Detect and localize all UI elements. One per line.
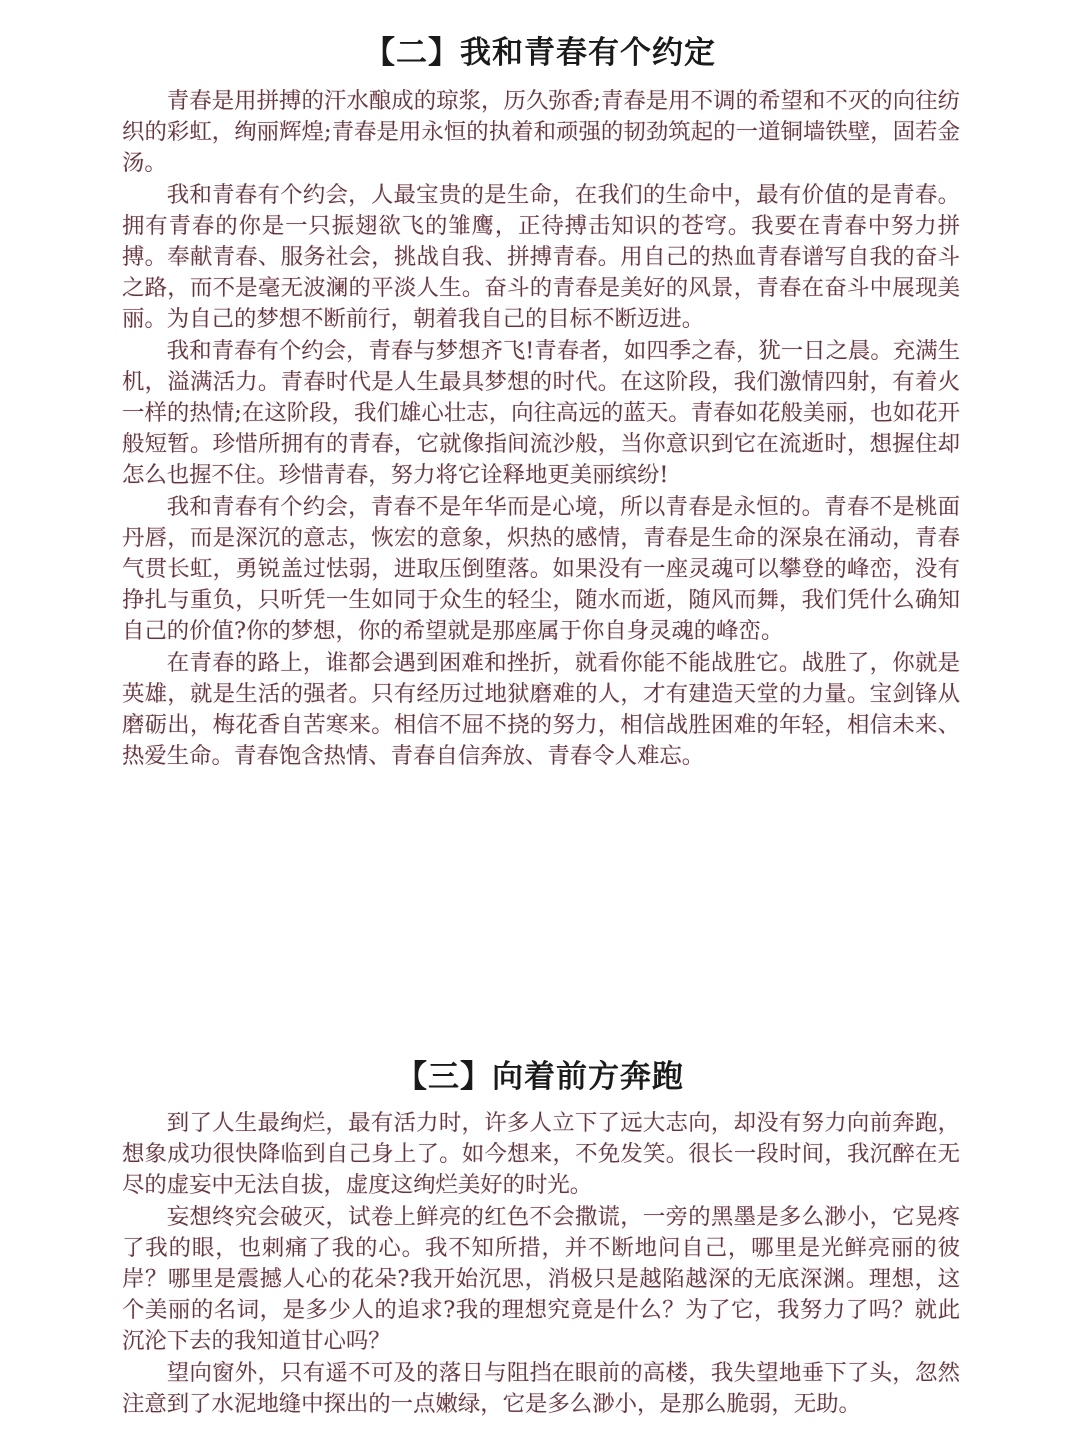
paragraph: 我和青春有个约会，青春不是年华而是心境，所以青春是永恒的。青春不是桃面丹唇，而是深沉的意志，恢宏的意象，炽热的感情，青春是生命的深泉在涌动，青春气贯长虹，勇锐盖过怯弱，进取压倒堕落。如果没有一座灵魂可以攀登的峰峦，没有挣扎与重负，只听凭一生如同于众生的轻尘，随水而逝，随风而舞，我们凭什么确知自己的价值?你的梦想，你的希望就是那座属于你自身灵魂的峰峦。: [122, 493, 960, 645]
paragraph: 青春是用拼搏的汗水酿成的琼浆，历久弥香;青春是用不调的希望和不灭的向往纺织的彩虹，绚丽辉煌;青春是用永恒的执着和顽强的韧劲筑起的一道铜墙铁壁，固若金汤。: [122, 88, 960, 177]
paragraph: 我和青春有个约会，青春与梦想齐飞!青春者，如四季之春，犹一日之晨。充满生机，溢满活力。青春时代是人生最具梦想的时代。在这阶段，我们激情四射，有着火一样的热情;在这阶段，我们雄心壮志，向往高远的蓝天。青春如花般美丽，也如花开般短暂。珍惜所拥有的青春，它就像指间流沙般，当你意识到它在流逝时，想握住却怎么也握不住。珍惜青春，努力将它诠释地更美丽缤纷!: [122, 337, 960, 489]
paragraph: 妄想终究会破灭，试卷上鲜亮的红色不会撒谎，一旁的黑墨是多么渺小，它晃疼了我的眼，也刺痛了我的心。我不知所措，并不断地问自己，哪里是光鲜亮丽的彼岸？哪里是震撼人心的花朵?我开始沉思，消极只是越陷越深的无底深渊。理想，这个美丽的名词，是多少人的追求?我的理想究竟是什么？为了它，我努力了吗？就此沉沦下去的我知道甘心吗？: [122, 1203, 960, 1355]
section-three-title: 【三】向着前方奔跑: [396, 1059, 684, 1095]
paragraph: 我和青春有个约会，人最宝贵的是生命，在我们的生命中，最有价值的是青春。拥有青春的你是一只振翅欲飞的雏鹰，正待搏击知识的苍穹。我要在青春中努力拼搏。奉献青春、服务社会，挑战自我、拼搏青春。用自己的热血青春谱写自我的奋斗之路，而不是毫无波澜的平淡人生。奋斗的青春是美好的风景，青春在奋斗中展现美丽。为自己的梦想不断前行，朝着我自己的目标不断迈进。: [122, 181, 960, 333]
section-two-title: 【二】我和青春有个约定: [364, 35, 716, 71]
paragraph: 在青春的路上，谁都会遇到困难和挫折，就看你能不能战胜它。战胜了，你就是英雄，就是生活的强者。只有经历过地狱磨难的人，才有建造天堂的力量。宝剑锋从磨砺出，梅花香自苦寒来。相信不屈不挠的努力，相信战胜困难的年轻，相信未来、热爱生命。青春饱含热情、青春自信奔放、青春令人难忘。: [122, 649, 960, 770]
section-three-body: [122, 1108, 960, 1420]
section-two-body: [122, 86, 960, 772]
paragraph: 到了人生最绚烂，最有活力时，许多人立下了远大志向，却没有努力向前奔跑，想象成功很快降临到自己身上了。如今想来，不免发笑。很长一段时间，我沉醉在无尽的虚妄中无法自拔，虚度这绚烂美好的时光。: [122, 1110, 960, 1199]
paragraph: 望向窗外，只有遥不可及的落日与阻挡在眼前的高楼，我失望地垂下了头，忽然注意到了水泥地缝中探出的一点嫩绿，它是多么渺小，是那么脆弱，无助。: [122, 1359, 960, 1417]
